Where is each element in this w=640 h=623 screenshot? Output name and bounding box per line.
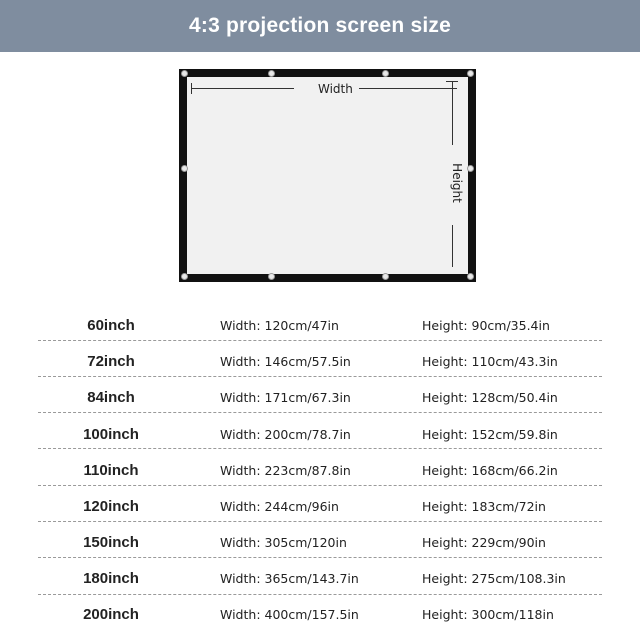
screen-height: Height: 110cm/43.3in — [422, 353, 558, 369]
table-row — [0, 452, 640, 488]
grommet-icon — [268, 273, 275, 280]
screen-surface — [187, 77, 468, 274]
grommet-icon — [467, 273, 474, 280]
row-divider — [38, 485, 602, 486]
screen-width: Width: 171cm/67.3in — [220, 389, 351, 405]
table-row — [0, 416, 640, 452]
screen-height: Height: 128cm/50.4in — [422, 389, 558, 405]
screen-height: Height: 168cm/66.2in — [422, 462, 558, 478]
grommet-icon — [181, 273, 188, 280]
screen-size: 120inch — [83, 497, 139, 515]
table-row — [0, 560, 640, 596]
screen-size: 110inch — [83, 461, 139, 479]
screen-width: Width: 305cm/120in — [220, 534, 347, 550]
height-dimension-tick — [446, 81, 458, 82]
grommet-icon — [467, 70, 474, 77]
screen-width: Width: 365cm/143.7in — [220, 570, 359, 586]
grommet-icon — [268, 70, 275, 77]
screen-height: Height: 183cm/72in — [422, 498, 546, 514]
screen-height: Height: 152cm/59.8in — [422, 426, 558, 442]
screen-width: Width: 146cm/57.5in — [220, 353, 351, 369]
row-divider — [38, 412, 602, 413]
grommet-icon — [467, 165, 474, 172]
screen-width: Width: 244cm/96in — [220, 498, 339, 514]
width-dimension-line-left — [191, 88, 294, 89]
page-title: 4:3 projection screen size — [189, 14, 451, 37]
screen-width: Width: 223cm/87.8in — [220, 462, 351, 478]
screen-size: 100inch — [83, 425, 139, 443]
screen-size: 72inch — [87, 352, 135, 370]
grommet-icon — [181, 165, 188, 172]
table-row — [0, 524, 640, 560]
width-label: Width — [318, 82, 353, 96]
table-row — [0, 596, 640, 623]
row-divider — [38, 448, 602, 449]
screen-height: Height: 229cm/90in — [422, 534, 546, 550]
width-dimension-tick — [191, 83, 192, 94]
height-dimension-line-top — [452, 81, 453, 145]
screen-size: 200inch — [83, 605, 139, 623]
row-divider — [38, 340, 602, 341]
projection-screen-diagram — [179, 69, 476, 282]
screen-width: Width: 200cm/78.7in — [220, 426, 351, 442]
table-row — [0, 488, 640, 524]
header-banner — [0, 0, 640, 52]
width-dimension-line-right — [359, 88, 457, 89]
screen-height: Height: 275cm/108.3in — [422, 570, 566, 586]
row-divider — [38, 557, 602, 558]
grommet-icon — [181, 70, 188, 77]
screen-width: Width: 400cm/157.5in — [220, 606, 359, 622]
screen-size: 180inch — [83, 569, 139, 587]
table-row — [0, 379, 640, 415]
table-row — [0, 307, 640, 343]
row-divider — [38, 594, 602, 595]
table-row — [0, 343, 640, 379]
height-dimension-line-bottom — [452, 225, 453, 267]
height-label: Height — [449, 163, 464, 203]
screen-width: Width: 120cm/47in — [220, 317, 339, 333]
screen-size: 84inch — [87, 388, 135, 406]
grommet-icon — [382, 70, 389, 77]
grommet-icon — [382, 273, 389, 280]
screen-height: Height: 300cm/118in — [422, 606, 554, 622]
row-divider — [38, 376, 602, 377]
screen-height: Height: 90cm/35.4in — [422, 317, 550, 333]
screen-size: 60inch — [87, 316, 135, 334]
row-divider — [38, 521, 602, 522]
screen-size: 150inch — [83, 533, 139, 551]
